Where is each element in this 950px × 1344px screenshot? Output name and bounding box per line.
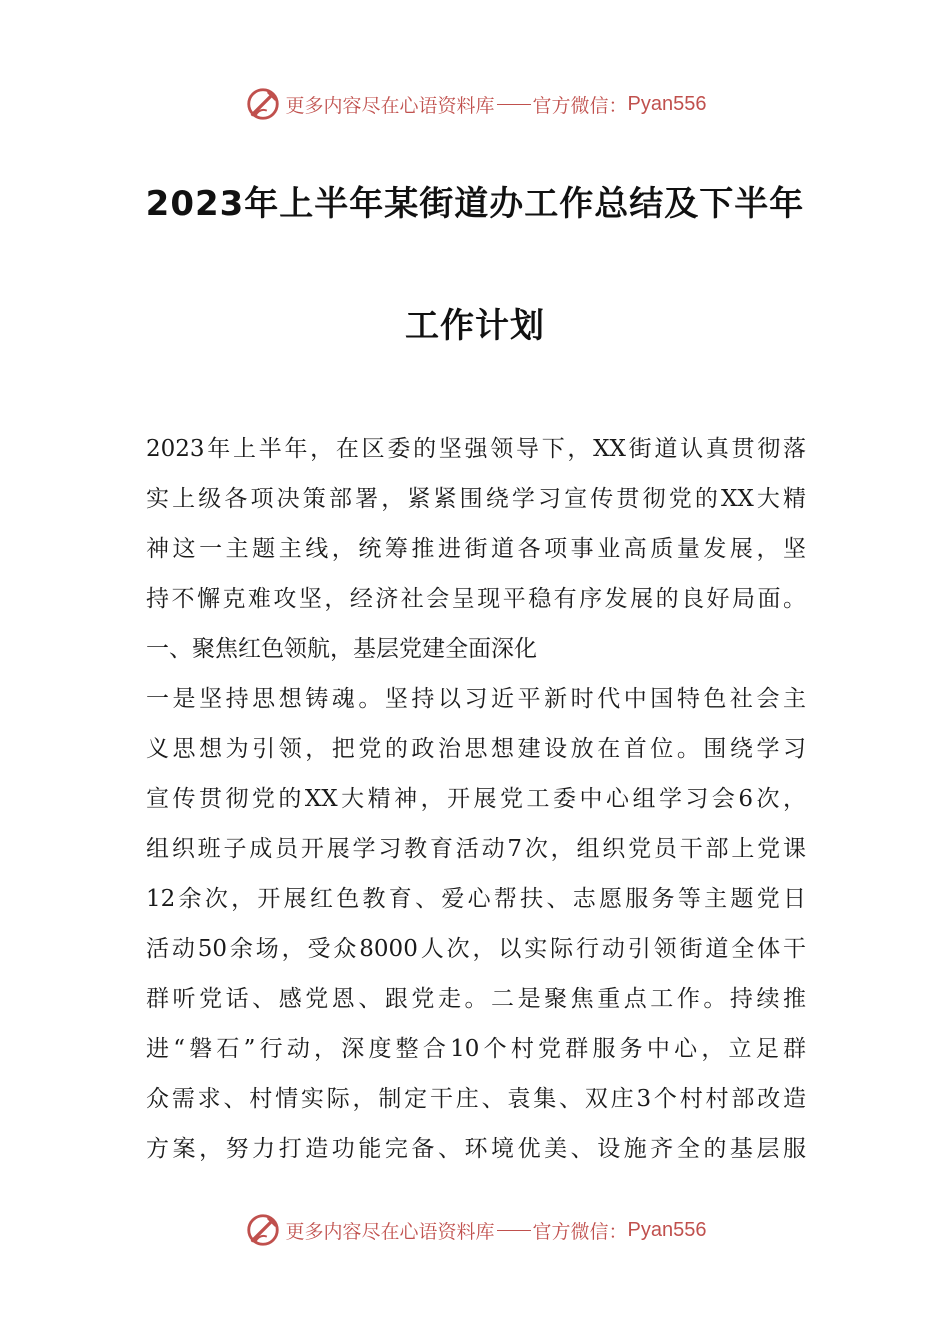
body-line: 宣传贯彻党的XX大精神，开展党工委中心组学习会6次，	[146, 786, 806, 812]
watermark-suffix: 官方微信：	[532, 1220, 628, 1243]
body-line: 群听党话、感党恩、跟党走。二是聚焦重点工作。持续推	[146, 986, 806, 1012]
watermark-dash	[497, 1230, 531, 1231]
body-line: 一是坚持思想铸魂。坚持以习近平新时代中国特色社会主	[146, 686, 806, 712]
body-line: 组织班子成员开展学习教育活动7次，组织党员干部上党课	[146, 836, 806, 862]
body-line: 神这一主题主线，统筹推进街道各项事业高质量发展，坚	[146, 536, 806, 562]
watermark-text: 更多内容尽在心语资料库	[285, 1220, 495, 1243]
watermark-header	[0, 84, 950, 124]
watermark-footer	[0, 1210, 950, 1250]
body-line: 义思想为引领，把党的政治思想建设放在首位。围绕学习	[146, 736, 806, 762]
body-line: 2023年上半年，在区委的坚强领导下，XX街道认真贯彻落	[146, 436, 806, 462]
body-line: 众需求、村情实际，制定干庄、袁集、双庄3个村村部改造	[146, 1086, 806, 1112]
watermark-id: Pyan556	[627, 1218, 707, 1241]
section-heading: 一、聚焦红色领航，基层党建全面深化	[146, 636, 537, 662]
watermark-dash	[497, 104, 531, 105]
pen-logo-icon	[244, 85, 282, 123]
document-title-line-1: 2023年上半年某街道办工作总结及下半年	[145, 184, 805, 224]
document-body	[146, 424, 806, 1174]
body-line: 实上级各项决策部署，紧紧围绕学习宣传贯彻党的XX大精	[146, 486, 806, 512]
watermark-id: Pyan556	[627, 92, 707, 115]
document-title-line-2: 工作计划	[405, 306, 545, 346]
body-line: 12余次，开展红色教育、爱心帮扶、志愿服务等主题党日	[146, 886, 806, 912]
watermark-text: 更多内容尽在心语资料库	[285, 94, 495, 117]
body-line: 进“磐石”行动，深度整合10个村党群服务中心，立足群	[146, 1036, 806, 1062]
body-line: 方案，努力打造功能完备、环境优美、设施齐全的基层服	[146, 1136, 806, 1162]
body-line: 活动50余场，受众8000人次，以实际行动引领街道全体干	[146, 936, 806, 962]
watermark-suffix: 官方微信：	[532, 94, 628, 117]
pen-logo-icon	[244, 1211, 282, 1249]
body-line: 持不懈克难攻坚，经济社会呈现平稳有序发展的良好局面。	[146, 586, 806, 612]
